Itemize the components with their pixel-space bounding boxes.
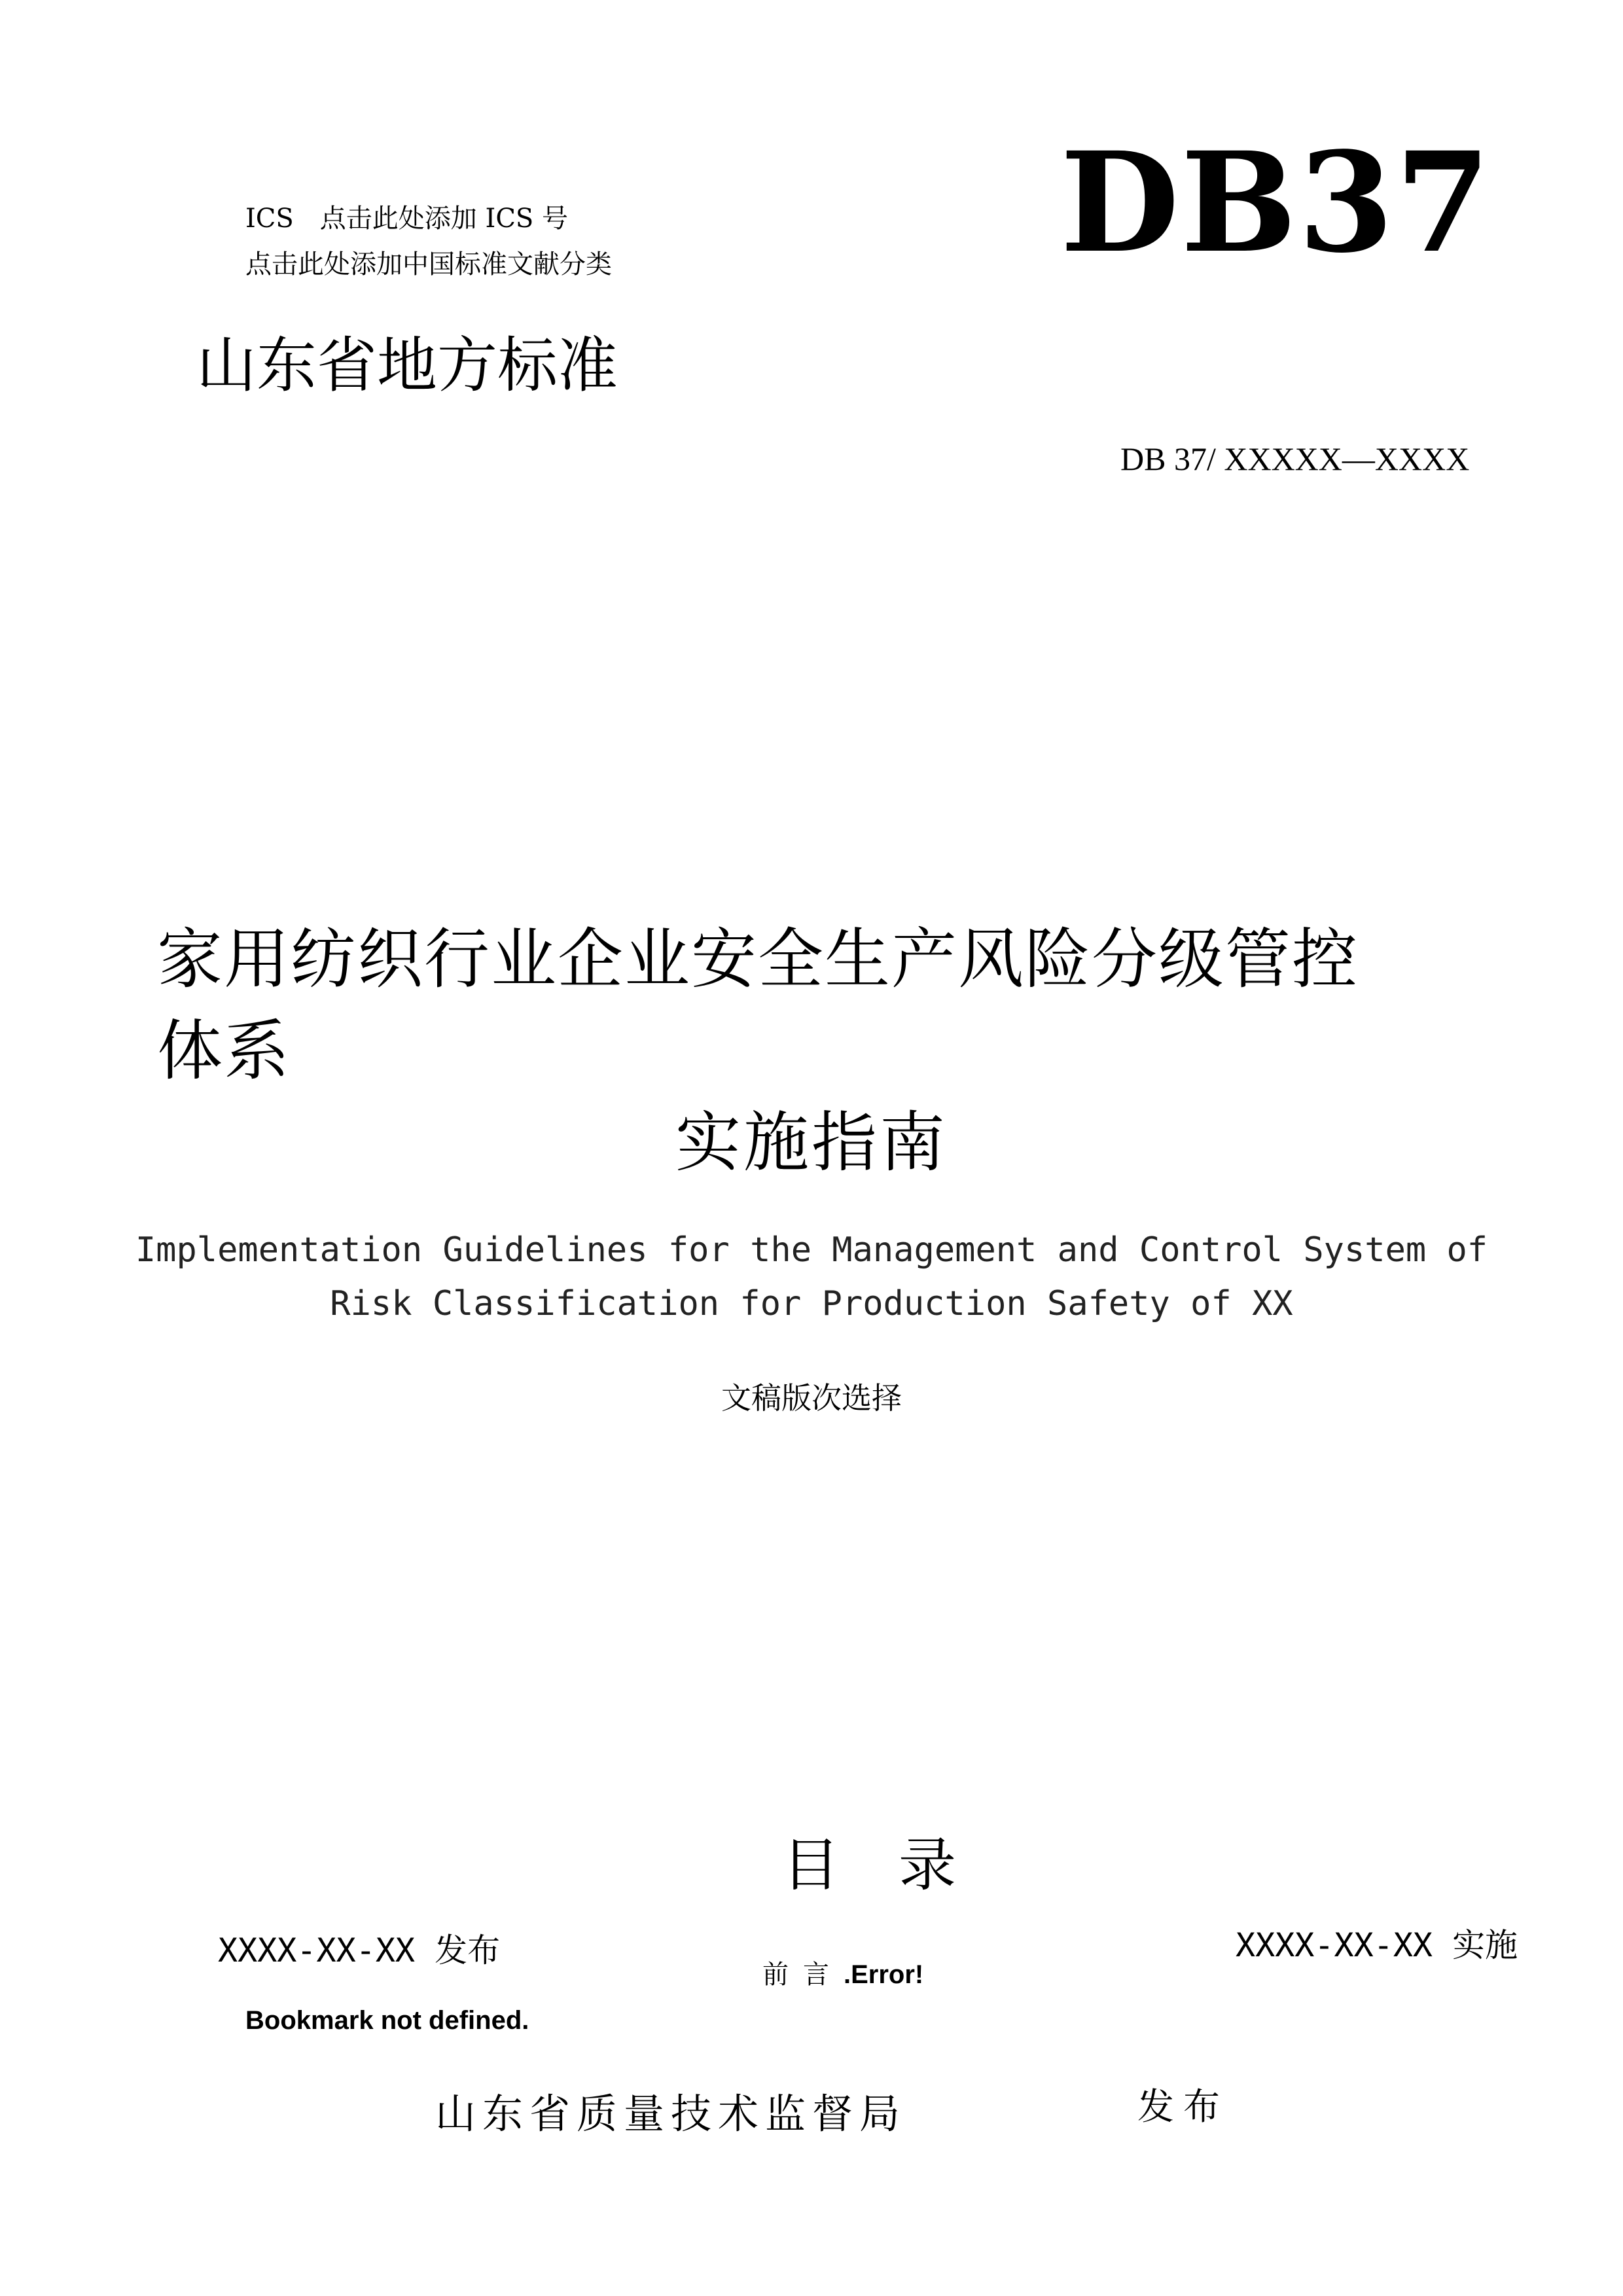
toc-entry-error: .Error! xyxy=(844,1960,924,1989)
english-title-line2: Risk Classification for Production Safety of XX xyxy=(330,1284,1293,1323)
standard-number: DB 37/ XXXXX—XXXX xyxy=(1120,440,1470,477)
clc-number[interactable]: 点击此处添加中国标准文献分类 xyxy=(245,249,612,279)
toc-entry-label: 前言 xyxy=(762,1960,844,1990)
document-title-line1: 家用纺织行业企业安全生产风险分级管控 xyxy=(157,921,1359,997)
issue-date: XXXX-XX-XX 发布 xyxy=(218,1931,501,1969)
standard-type: 山东省地方标准 xyxy=(196,331,618,401)
db37-logo: DB37 xyxy=(1060,122,1492,283)
toc-heading: 目录 xyxy=(782,1831,1016,1899)
publish-label: 发布 xyxy=(1137,2086,1229,2128)
version-selector[interactable]: 文稿版次选择 xyxy=(721,1380,902,1416)
issuing-authority: 山东省质量技术监督局 xyxy=(435,2090,907,2138)
english-title-line1: Implementation Guidelines for the Management and Control System of xyxy=(135,1230,1488,1270)
document-subtitle: 实施指南 xyxy=(675,1104,948,1181)
bookmark-error: Bookmark not defined. xyxy=(245,2006,529,2035)
implementation-date: XXXX-XX-XX 实施 xyxy=(1236,1926,1518,1964)
ics-number[interactable]: ICS 点击此处添加 ICS 号 xyxy=(245,204,569,234)
toc-entry-foreword[interactable] xyxy=(762,1954,923,1991)
document-title-line2: 体系 xyxy=(157,1013,291,1089)
